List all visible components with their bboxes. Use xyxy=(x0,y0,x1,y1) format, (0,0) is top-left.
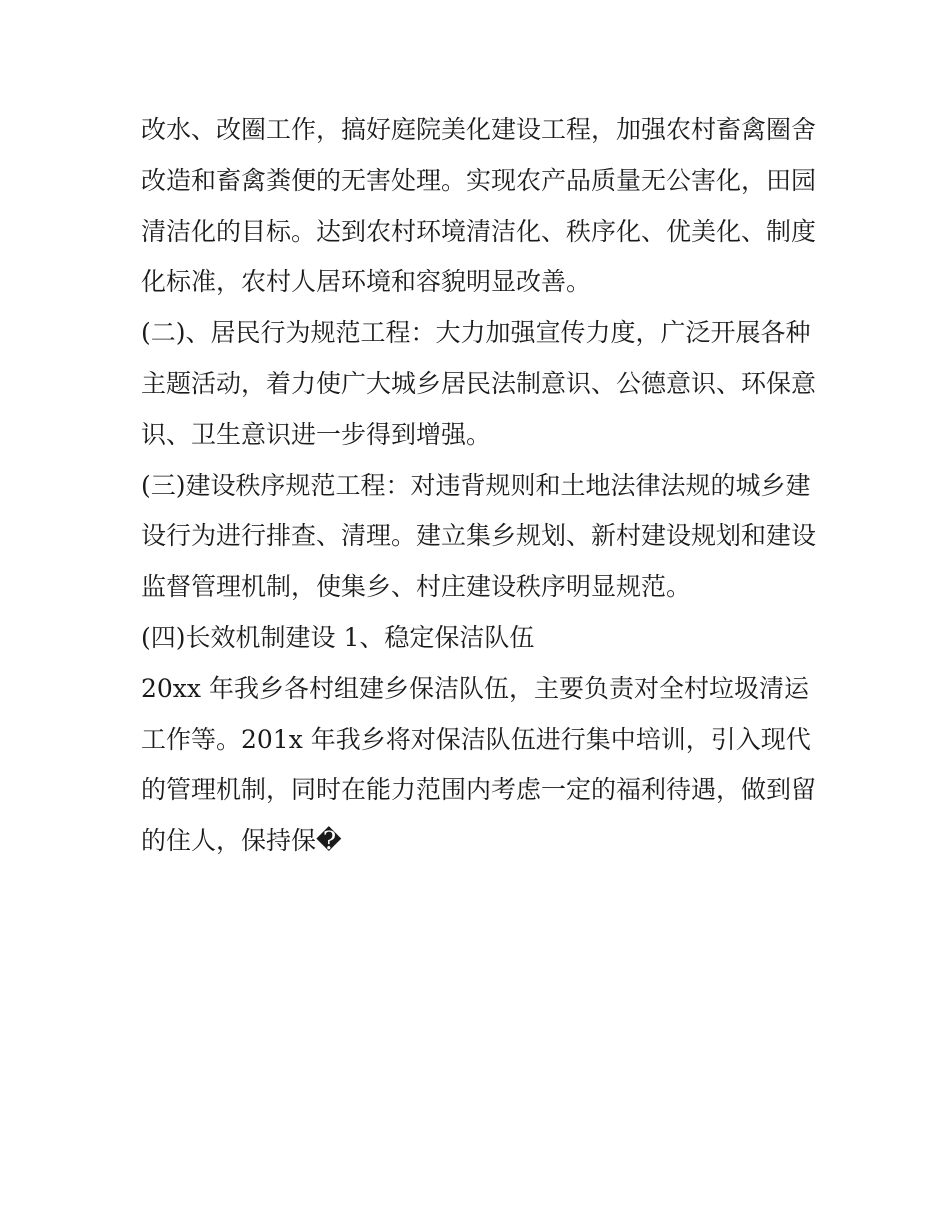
text-line: 主题活动，着力使广大城乡居民法制意识、公德意识、环保意 xyxy=(141,368,817,398)
text-line: 化标准，农村人居环境和容貌明显改善。 xyxy=(141,267,592,297)
text-line: 的住人，保持保� xyxy=(141,826,342,856)
section-heading-line: (二)、居民行为规范工程：大力加强宣传力度，广泛开展各种 xyxy=(141,318,811,348)
text-line: 识、卫生意识进一步得到增强。 xyxy=(141,419,492,449)
text-line: 监督管理机制，使集乡、村庄建设秩序明显规范。 xyxy=(141,572,692,602)
text-line: 的管理机制，同时在能力范围内考虑一定的福利待遇，做到留 xyxy=(141,775,817,805)
text-line: 工作等。201x 年我乡将对保洁队伍进行集中培训，引入现代 xyxy=(141,724,811,754)
text-line: 改水、改圈工作，搞好庭院美化建设工程，加强农村畜禽圈舍 xyxy=(141,115,817,144)
text-line: 20xx 年我乡各村组建乡保洁队伍，主要负责对全村垃圾清运 xyxy=(141,673,809,703)
section-heading-line: (四)长效机制建设 1、稳定保洁队伍 xyxy=(141,622,535,652)
text-line: 设行为进行排查、清理。建立集乡规划、新村建设规划和建设 xyxy=(141,521,817,551)
text-line: 清洁化的目标。达到农村环境清洁化、秩序化、优美化、制度 xyxy=(141,216,817,246)
section-heading-line: (三)建设秩序规范工程：对违背规则和土地法律法规的城乡建 xyxy=(141,470,811,500)
text-line: 改造和畜禽粪便的无害处理。实现农产品质量无公害化，田园 xyxy=(141,165,817,195)
document-body xyxy=(141,105,816,867)
